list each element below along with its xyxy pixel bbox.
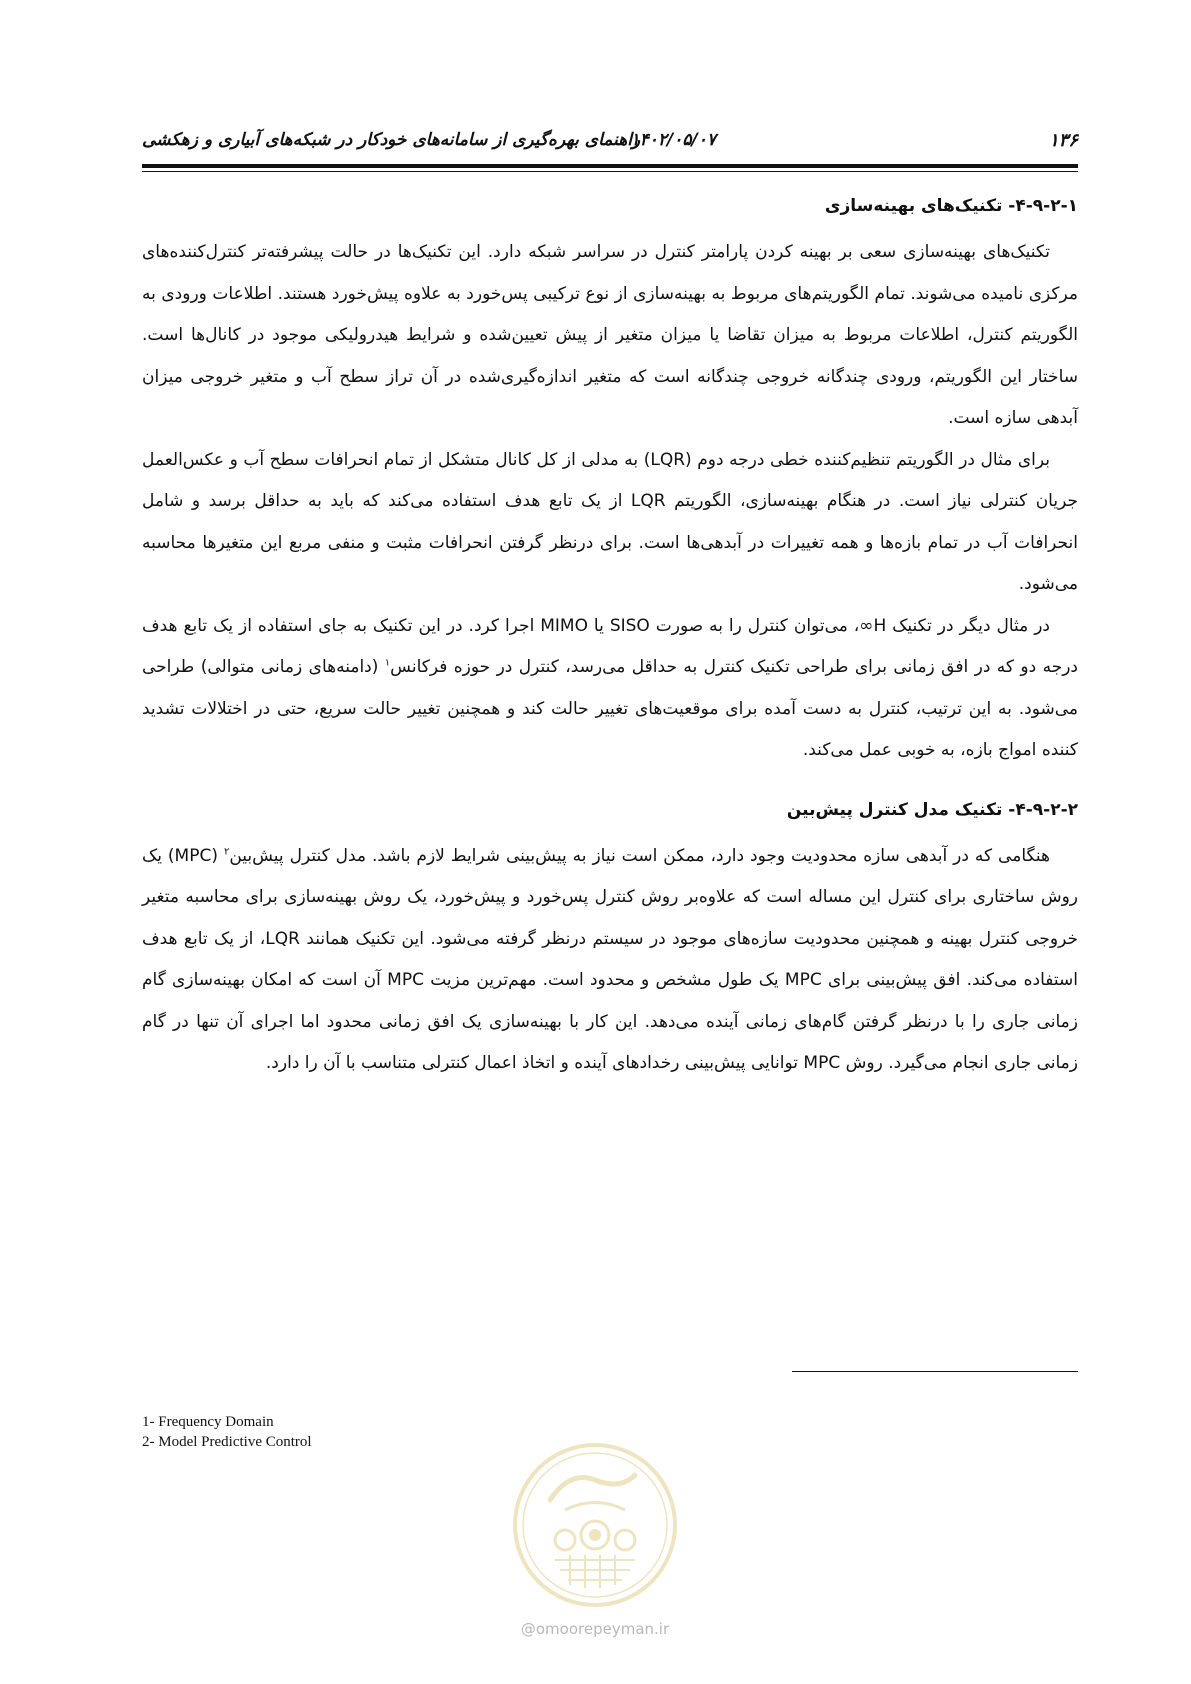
- main-content: [142, 186, 1078, 1085]
- paragraph: [142, 606, 1078, 772]
- footnote-1: 1- Frequency Domain: [142, 1414, 274, 1430]
- watermark-url: @omoorepeyman.ir: [520, 1620, 670, 1638]
- page-number: ۱۳۶: [1048, 130, 1078, 151]
- paragraph: برای مثال در الگوریتم تنظیم‌کننده خطی درجه دوم (LQR) به مدلی از کل کانال متشکل از تمام انحرافات سطح آب و عکس‌العمل جریان کنترلی نیاز است. در هنگام بهینه‌سازی، الگوریتم LQR از یک تابع هدف استفاده می‌کند که باید به حداقل برسد و شامل انحرافات آب در تمام بازه‌ها و همه تغییرات در آبدهی‌ها است. برای درنظر گرفتن انحرافات مثبت و منفی مربع این متغیرها محاسبه می‌شود.: [142, 449, 1078, 594]
- section-heading: ۴-۹-۲-۱- تکنیک‌های بهینه‌سازی: [824, 196, 1078, 216]
- footnotes: [142, 1412, 312, 1452]
- paragraph-text: در مثال دیگر در تکنیک H∞، می‌توان کنترل را به صورت SISO یا MIMO اجرا کرد. در این تکنیک به جای استفاده از یک تابع هدف درجه دو که در افق زمانی برای طراحی تکنیک کنترل به حداقل می‌رسد، کنترل در حوزه فرکانس: [142, 615, 1078, 677]
- section-heading: ۴-۹-۲-۲- تکنیک مدل کنترل پیش‌بین: [786, 799, 1078, 820]
- running-header: [142, 130, 1078, 160]
- paragraph-text: هنگامی که در آبدهی سازه محدودیت وجود دارد، ممکن است نیاز به پیش‌بینی شرایط لازم باشد. مدل کنترل پیش‌بین: [229, 845, 1050, 866]
- paragraph-text: (MPC) یک روش ساختاری برای کنترل این مساله است که علاوه‌بر روش کنترل پس‌خورد و پیش‌خورد، یک روش بهینه‌سازی برای محاسبه متغیر خروجی کنترل بهینه و همچنین محدودیت سازه‌های موجود در سیستم درنظر گرفته می‌شود. این تکنیک همانند LQR، از یک تابع هدف استفاده می‌کند. افق پیش‌بینی برای MPC یک طول مشخص و محدود است. مهم‌ترین مزیت MPC آن است که امکان بهینه‌سازی گام زمانی جاری را با درنظر گرفتن گام‌های زمانی آینده می‌دهد. این کار با بهینه‌سازی یک افق زمانی محدود اما اجرای آن تنها در گام زمانی جاری انجام می‌گیرد. روش MPC توانایی پیش‌بینی رخدادهای آینده و اتخاذ اعمال کنترلی متناسب با آن را دارد.: [142, 845, 1079, 1073]
- footnote-2: 2- Model Predictive Control: [142, 1434, 312, 1450]
- section-model-predictive-control: [142, 790, 1078, 1085]
- omoorepeyman-seal-icon: [510, 1440, 680, 1610]
- header-rule-thin: [142, 171, 1078, 172]
- paragraph: [142, 836, 1078, 1085]
- header-date: ۱۴۰۲/۰۵/۰۷: [630, 130, 716, 150]
- section-optimization-techniques: [142, 186, 1078, 772]
- footnote-separator: [792, 1371, 1078, 1372]
- footnote-marker: ۱: [384, 657, 391, 669]
- paragraph: تکنیک‌های بهینه‌سازی سعی بر بهینه کردن پارامتر کنترل در سراسر شبکه دارد. این تکنیک‌ها در حالت پیشرفته‌تر کنترل‌کننده‌های مرکزی نامیده می‌شوند. تمام الگوریتم‌های مربوط به بهینه‌سازی از نوع ترکیبی پس‌خورد به علاوه پیش‌خورد هستند. اطلاعات ورودی به الگوریتم کنترل، اطلاعات مربوط به میزان تقاضا یا میزان متغیر از پیش تعیین‌شده و شرایط هیدرولیکی موجود در کانال‌ها است. ساختار این الگوریتم، ورودی چندگانه خروجی چندگانه است که متغیر اندازه‌گیری‌شده در آن تراز سطح آب و متغیر خروجی میزان آبدهی سازه است.: [142, 242, 1078, 428]
- header-rule: [142, 164, 1078, 168]
- header-title: راهنمای بهره‌گیری از سامانه‌های خودکار در شبکه‌های آبیاری و زهکشی: [142, 130, 641, 150]
- paragraph-text: (دامنه‌های زمانی متوالی) طراحی می‌شود. به این ترتیب، کنترل به دست آمده برای موقعیت‌های تغییر حالت کند و همچنین تغییر حالت سریع، حتی در اختلالات تشدید کننده امواج بازه، به خوبی عمل می‌کند.: [142, 657, 1078, 760]
- footnote-marker: ۲: [223, 845, 230, 857]
